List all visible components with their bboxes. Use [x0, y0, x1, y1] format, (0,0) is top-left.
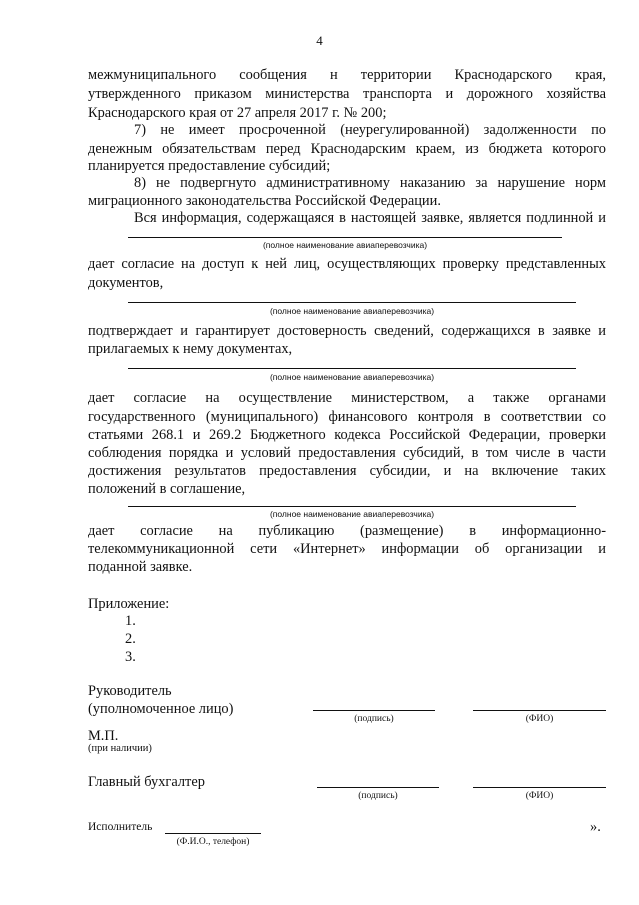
text-line: соблюдения порядка и условий предоставления субсидий, в том числе в части [88, 445, 606, 461]
executor-caption: (Ф.И.О., телефон) [176, 837, 250, 847]
carrier-name-caption: (полное наименование авиаперевозчика) [262, 240, 428, 250]
head-signature-caption: (подпись) [354, 714, 394, 724]
head-fio-caption: (ФИО) [525, 714, 554, 724]
appendix-item: 1. [125, 613, 136, 629]
text-line: денежным обязательствам перед Краснодарским краем, из бюджета которого [88, 141, 606, 157]
stamp-label: М.П. [88, 728, 119, 744]
head-label: Руководитель [88, 683, 172, 699]
text-line: миграционного законодательства Российской Федерации. [88, 193, 441, 209]
carrier-name-caption: (полное наименование авиаперевозчика) [269, 306, 435, 316]
text-line: дает согласие на доступ к ней лиц, осуществляющих проверку представленных [88, 256, 606, 272]
head-fio-line [473, 710, 606, 711]
text-line: государственного (муниципального) финансового контроля в соответствии со [88, 409, 606, 425]
carrier-name-line [128, 368, 576, 369]
text-line: поданной заявке. [88, 559, 193, 575]
accountant-fio-line [473, 787, 606, 788]
text-line: планируется предоставление субсидий; [88, 158, 331, 174]
text-line: дает согласие на осуществление министерством, а также органами [88, 390, 606, 406]
appendix-item: 2. [125, 631, 136, 647]
head-signature-line [313, 710, 435, 711]
carrier-name-line [128, 506, 576, 507]
head-label-sub: (уполномоченное лицо) [88, 701, 234, 717]
text-line: межмуниципального сообщения н территории Краснодарского края, [88, 67, 606, 83]
text-line: Краснодарского края от 27 апреля 2017 г. № 200; [88, 105, 387, 121]
appendix-title: Приложение: [88, 596, 170, 612]
accountant-signature-line [317, 787, 439, 788]
accountant-fio-caption: (ФИО) [525, 791, 554, 801]
text-line: прилагаемых к нему документах, [88, 341, 293, 357]
executor-label: Исполнитель [88, 821, 153, 833]
carrier-name-line [128, 302, 576, 303]
text-line: 8) не подвергнуто административному наказанию за нарушение норм [134, 175, 606, 191]
text-line: подтверждает и гарантирует достоверность сведений, содержащихся в заявке и [88, 323, 606, 339]
appendix-item: 3. [125, 649, 136, 665]
accountant-signature-caption: (подпись) [358, 791, 398, 801]
text-line: 7) не имеет просроченной (неурегулированной) задолженности по [134, 122, 606, 138]
text-line: положений в соглашение, [88, 481, 246, 497]
accountant-label: Главный бухгалтер [88, 774, 205, 790]
text-line: документов, [88, 275, 164, 291]
text-line: статьями 268.1 и 269.2 Бюджетного кодекса Российской Федерации, проверки [88, 427, 606, 443]
text-line: дает согласие на публикацию (размещение) в информационно- [88, 523, 606, 539]
text-line: достижения результатов предоставления субсидии, и на включение таких [88, 463, 606, 479]
page-number: 4 [316, 33, 323, 48]
carrier-name-caption: (полное наименование авиаперевозчика) [269, 372, 435, 382]
carrier-name-line [128, 237, 562, 238]
executor-line [165, 833, 261, 834]
text-line: утвержденного приказом министерства транспорта и дорожного хозяйства [88, 86, 606, 102]
closing-quote: ». [590, 819, 601, 835]
carrier-name-caption: (полное наименование авиаперевозчика) [269, 509, 435, 519]
text-line: Вся информация, содержащаяся в настоящей заявке, является подлинной и [134, 210, 606, 226]
text-line: телекоммуникационной сети «Интернет» информации об организации и [88, 541, 606, 557]
stamp-note: (при наличии) [88, 743, 152, 754]
